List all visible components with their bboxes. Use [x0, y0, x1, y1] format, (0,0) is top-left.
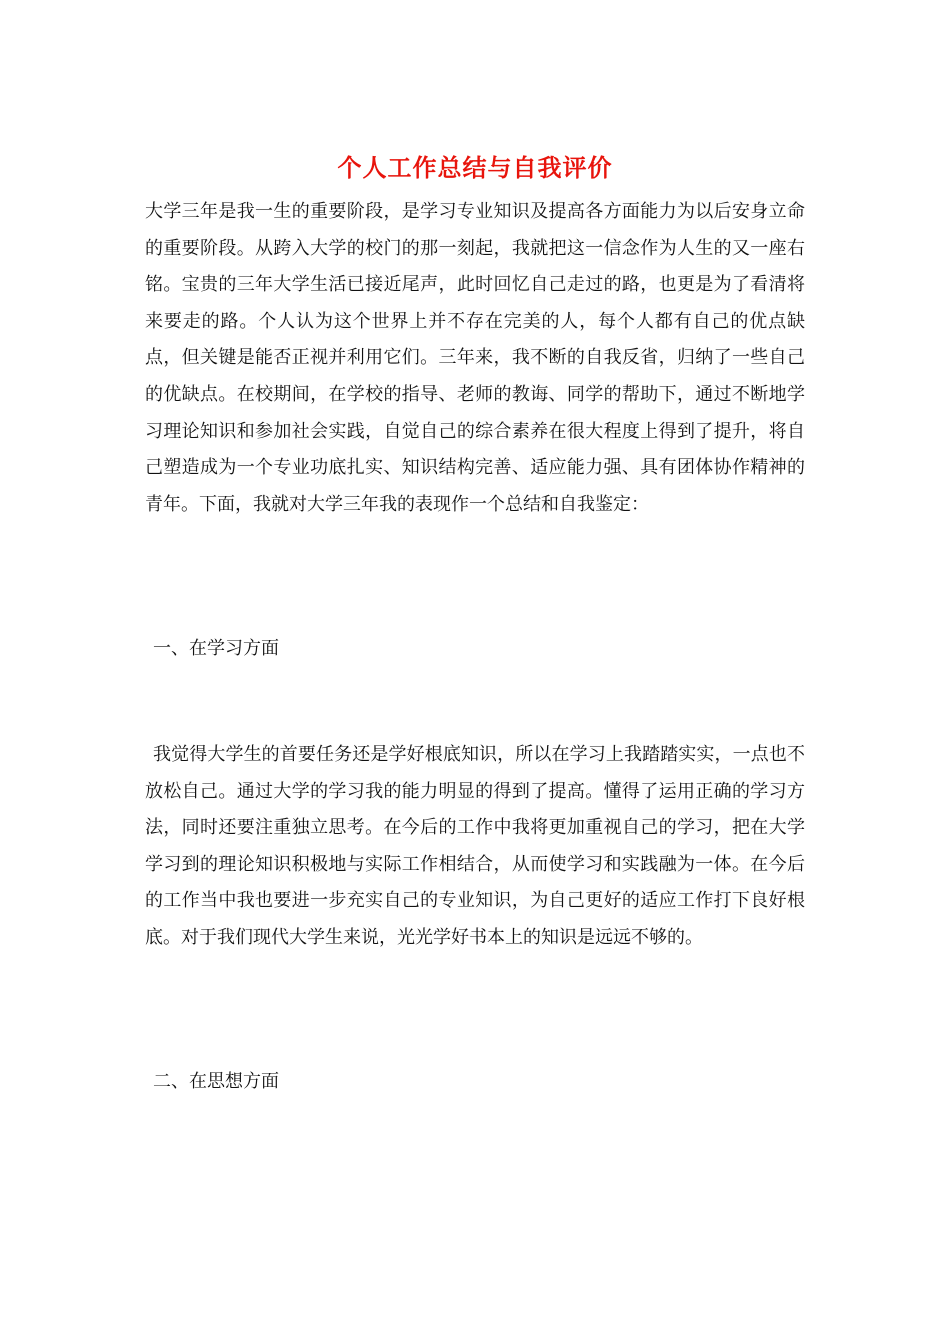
intro-paragraph: 大学三年是我一生的重要阶段，是学习专业知识及提高各方面能力为以后安身立命的重要阶段。从跨入大学的校门的那一刻起，我就把这一信念作为人生的又一座右铭。宝贵的三年大学生活已接近尾声，此时回忆自己走过的路，也更是为了看清将来要走的路。个人认为这个世界上并不存在完美的人，每个人都有自己的优点缺点，但关键是能否正视并利用它们。三年来，我不断的自我反省，归纳了一些自己的优缺点。在校期间，在学校的指导、老师的教诲、同学的帮助下，通过不断地学习理论知识和参加社会实践，自觉自己的综合素养在很大程度上得到了提升，将自己塑造成为一个专业功底扎实、知识结构完善、适应能力强、具有团体协作精神的青年。下面，我就对大学三年我的表现作一个总结和自我鉴定：	[145, 201, 805, 515]
section-heading-thought: 二、在思想方面	[153, 1071, 279, 1092]
study-paragraph: 我觉得大学生的首要任务还是学好根底知识，所以在学习上我踏踏实实，一点也不放松自己。通过大学的学习我的能力明显的得到了提高。懂得了运用正确的学习方法，同时还要注重独立思考。在今后的工作中我将更加重视自己的学习，把在大学学习到的理论知识积极地与实际工作相结合，从而使学习和实践融为一体。在今后的工作当中我也要进一步充实自己的专业知识，为自己更好的适应工作打下良好根底。对于我们现代大学生来说，光光学好书本上的知识是远远不够的。	[145, 744, 805, 948]
section-heading-study: 一、在学习方面	[153, 638, 279, 659]
document-title: 个人工作总结与自我评价	[337, 153, 613, 182]
